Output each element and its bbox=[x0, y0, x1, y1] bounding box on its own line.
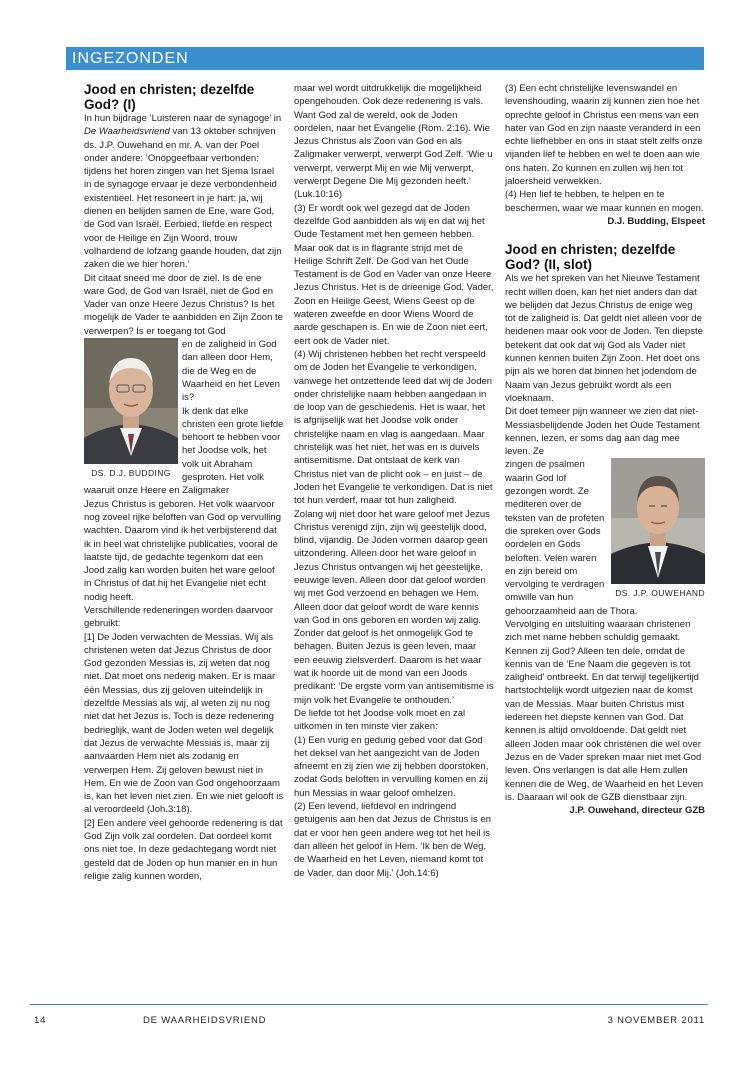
article-2-signature: J.P. Ouwehand, directeur GZB bbox=[569, 805, 705, 817]
article-2-paragraph-4: Kennen zij God? Alleen ten dele, omdat de kennis van de ‘Ene Naam die gegeven is tot zaligheid’ ontbreekt. En dat terwijl tegelijkertijd hartstochtelijk wordt uitgezien naar de komst van de Messias. Maar buiten Christus mist iedereen het diepste kennen van God. Dat kennen is altijd onvoldoende. Dat geldt niet alleen Joden maar ook christenen die wel over Jezus en de Vader spreken maar niet met God leven. Ons verlangen is dat alle Hem zullen kennen die de Weg, de Waarheid en het Leven is. Daaraan wil ook de GZB dienstbaar zijn. bbox=[505, 645, 704, 803]
article-1-signature: D.J. Budding, Elspeet bbox=[607, 215, 705, 227]
article-2-paragraph-2a: Dit doet temeer pijn wanneer we zien dat niet-Messiasbelijdende Joden het Oude Testament kennen, lezen, er soms dag aan dag mee leven. Ze bbox=[505, 406, 700, 458]
article-2-paragraph-3: Vervolging en uitsluiting waaraan christenen zich met name hebben schuldig gemaakt. bbox=[505, 618, 691, 644]
ouwehand-photo bbox=[611, 458, 705, 599]
budding-photo-caption: DS. D.J. BUDDING bbox=[91, 468, 171, 479]
article-1-paragraph-5: [1] De Joden verwachten de Messias. Wij als christenen weten dat Jezus Christus de door God gezonden Messias is, zij weten dat nog niet. Dat moet ons nederig maken. Er is maar één Messias, dus zij geloven uiteindelijk in dezelfde Messias als wij, al weten zij nu nog niet dat het Jezus is. Toch is deze redenering bedrieglijk, want de Joden weten wel degelijk dat Jezus de verwachte Messias is, maar zij aanvaarden Hem niet als zodanig en verwerpen Hem. Zij geloven bewust niet in Hem. En wie de Zoon van God ongehoorzaam is, kan het leven niet zien. En wie niet gelooft is al veroordeeld (Joh.3:18). bbox=[84, 631, 284, 816]
issue-date: 3 NOVEMBER 2011 bbox=[607, 1015, 705, 1026]
article-1-paragraph-15: (4) Hen lief te hebben, te helpen en te beschermen, waar we maar kunnen en mogen. bbox=[505, 189, 704, 214]
article-1-paragraph-12: (1) Een vurig en gedurig gebed voor dat God het deksel van het aangezicht van de Joden afneemt en zij zien wie zij hebben doorstoken, zodat Gods beloften in vervulling komen en zij hun Messias in waar geloof omhelzen. bbox=[294, 734, 489, 799]
article-1-paragraph-13: (2) Een levend, liefdevol en indringend getuigenis aan hen dat Jezus de Christus is en dat er voor hen geen andere weg tot het heil is dan alleen het geloof in Hem. ‘Ik ben de Weg, de Waarheid en het Leven, niemand komt tot de Vader, dan door Mij.’ (Joh.14:6) bbox=[294, 801, 491, 879]
article-2-title: Jood en christen; dezelfde God? (II, slot) bbox=[505, 242, 676, 273]
magazine-name: DE WAARHEIDSVRIEND bbox=[143, 1015, 267, 1026]
article-1-paragraph-10: Zolang wij niet door het ware geloof met Jezus Christus verenigd zijn, zijn wij geestelijk dood, blind, vijandig. De Joden vormen daarop geen uitzondering. Alleen door het ware geloof in Jezus Christus ontvangen wij het geestelijke, eeuwige leven. Alleen door dat geloof worden wij met God verzoend en behagen we Hem. Alleen door dat geloof wordt de ware kennis van God in ons geboren en worden wij zalig. Zonder dat geloof is het onmogelijk God te behagen. Buiten Jezus is geen leven, maar een eeuwig zielsverderf. Daarom is het waar wat ik hoorde uit de mond van een Joods predikant: ‘De ergste vorm van antisemitisme is mijn volk het Evangelie te onthouden.’ bbox=[294, 508, 494, 706]
column-3 bbox=[505, 82, 705, 817]
ouwehand-portrait-image bbox=[611, 458, 705, 584]
article-1-paragraph-8: (3) Er wordt ook wel gezegd dat de Joden dezelfde God aanbidden als wij en dat wij het Oude Testament met hen gemeen hebben. Maar ook dat is in flagrante strijd met de Heilige Schrift Zelf. De God van het Oude Testament is de God en Vader van onze Heere Jezus Christus. Het is de drieenige God, Vader, Zoon en Heilige Geest, Wiens Geest op de wateren zweefde en door Wiens Woord de aarde geschapen is. En wie de Zoon niet eert, eert ook de Vader niet. bbox=[294, 202, 494, 347]
page-number: 14 bbox=[34, 1015, 47, 1026]
column-2 bbox=[294, 82, 494, 880]
budding-photo bbox=[84, 338, 178, 479]
section-header: INGEZONDEN bbox=[66, 47, 704, 70]
column-1 bbox=[84, 82, 284, 883]
article-1-paragraph-7: maar wel wordt uitdrukkelijk die mogelijkheid opengehouden. Ook deze redenering is vals. Want God zal de wereld, ook de Joden oordelen, naar het Evangelie (Rom. 2:16). Wie Jezus Christus als Zoon van God en als Zaligmaker verwerpt, verwerpt God Zelf. ‘Wie u verwerpt, verwerpt Mij en wie Mij verwerpt, verwerpt Degene Die Mij gezonden heeft.’ (Luk.10:16) bbox=[294, 83, 493, 201]
magazine-name-italic: De Waarheidsvriend bbox=[84, 126, 170, 138]
article-1-paragraph-6: [2] Een andere veel gehoorde redenering is dat God Zijn volk zal oordelen. Dat oordeel komt ons niet toe. In deze gedachtegang wordt niet gesteld dat de Joden op hun manier en in hun religie zalig kunnen worden, bbox=[84, 817, 283, 882]
footer-rule bbox=[30, 1004, 708, 1005]
article-1-paragraph-11: De liefde tot het Joodse volk moet en zal uitkomen in ten minste vier zaken: bbox=[294, 707, 466, 733]
article-1-paragraph-2: Dit citaat sneed me door de ziel. Is de ene ware God, de God van Israël, niet de God en Vader van onze Heere Jezus Christus? Is het mogelijk de Vader te aanbidden en Zijn Zoon te verwerpen? Is er toegang tot God bbox=[84, 272, 283, 337]
article-1-title: Jood en christen; dezelfde God? (I) bbox=[84, 82, 255, 112]
article-1-paragraph-4: Verschillende redeneringen worden daarvoor gebruikt: bbox=[84, 604, 274, 630]
article-1-paragraph-2b: en de zaligheid in God dan alleen door Hem, die de Weg en de Waarheid en het Leven is? bbox=[182, 339, 280, 404]
article-1-paragraph-3a: Ik denk dat elke christen een grote liefde behoort te hebben voor het Joodse volk, het volk uit Abraham gesproten. Het volk waaruit onze Heere en Zaligmaker bbox=[84, 405, 284, 497]
article-1-paragraph-3b: Jezus Christus is geboren. Het volk waarvoor nog zoveel rijke beloften van God op vervulling wachten. Daarom vind ik het verbijsterend dat ik in heel wat christelijke publicaties, vooral de laatste tijd, de gedachte tegenkom dat een Jood zalig kan worden buiten het ware geloof in Christus of dat hij het Evangelie niet echt nodig heeft. bbox=[84, 498, 281, 603]
budding-portrait-image bbox=[84, 338, 178, 464]
article-2-paragraph-2b: zingen de psalmen waarin God lof gezongen wordt. Ze mediteren over de teksten van de profeten die spreken over Gods oordelen en Gods beloften. Velen waren en zijn bereid om vervolging te verdragen omwille van hun gehoorzaamheid aan de Thora. bbox=[505, 459, 638, 617]
article-1-paragraph-1: In hun bijdrage ‘Luisteren naar de synagoge’ in De Waarheidsvriend van 13 oktober schrijven ds. J.P. Ouwehand en mr. A. van der Poel onder andere: ‘Onopgeefbaar verbonden: tijdens het horen zingen van het Sjema Israel in de synagoge ervaar je deze verbondenheid existentieel. Het resoneert in je hart: ja, wij dienen en belijden samen de Ene, ware God, de God van Israël. Eerbied, liefde en respect voor de Heilige en Zijn Woord, trouw volhardend de lofzang gaande houden, dat zijn zaken die we hier horen.’ bbox=[84, 113, 282, 271]
article-1-paragraph-14: (3) Een echt christelijke levenswandel en levenshouding, waarin zij kunnen zien hoe het oprechte geloof in Christus een mens van een hater van God en zijn naaste veranderd in een echte liefhebber en ons in staat stelt zelfs onze vijanden lief te hebben en wel te doen aan wie ons haten. Zo kunnen en zullen wij hen tot jaloersheid verwekken. bbox=[505, 83, 703, 188]
article-1-paragraph-9: (4) Wij christenen hebben het recht verspeeld om de Joden het Evangelie te verkondigen, vanwege het ontzettende leed dat wij de Joden onder christelijke naam hebben aangedaan in de loop van de geschiedenis. Het is waar, het is afgrijselijk wat het Joodse volk onder christelijke naam en vlag is aangedaan. Maar christelijk was het niet, het was en is duivels antisemitisme. Dat ontslaat de kerk van Christus niet van de plicht ook – en juist – de Joden het Evangelie te verkondigen. Dat is niet tot hun verderf, maar tot hun zaligheid. bbox=[294, 348, 493, 507]
article-2-paragraph-1: Als we het spreken van het Nieuwe Testament recht willen doen, kan het niet anders dan dat we belijden dat Jezus Christus de enige weg tot de zaligheid is. Dat geldt niet alleen voor de heidenen maar ook voor de Joden. Ten diepste betekent dat ook dat wij God als Vader niet kunnen kennen buiten Zijn Zoon. Het doet ons pijn als we horen dat binnen het jodendom de Naam van Jezus gebruikt wordt als een vloeknaam. bbox=[505, 273, 703, 404]
ouwehand-photo-caption: DS. J.P. OUWEHAND bbox=[615, 588, 705, 599]
